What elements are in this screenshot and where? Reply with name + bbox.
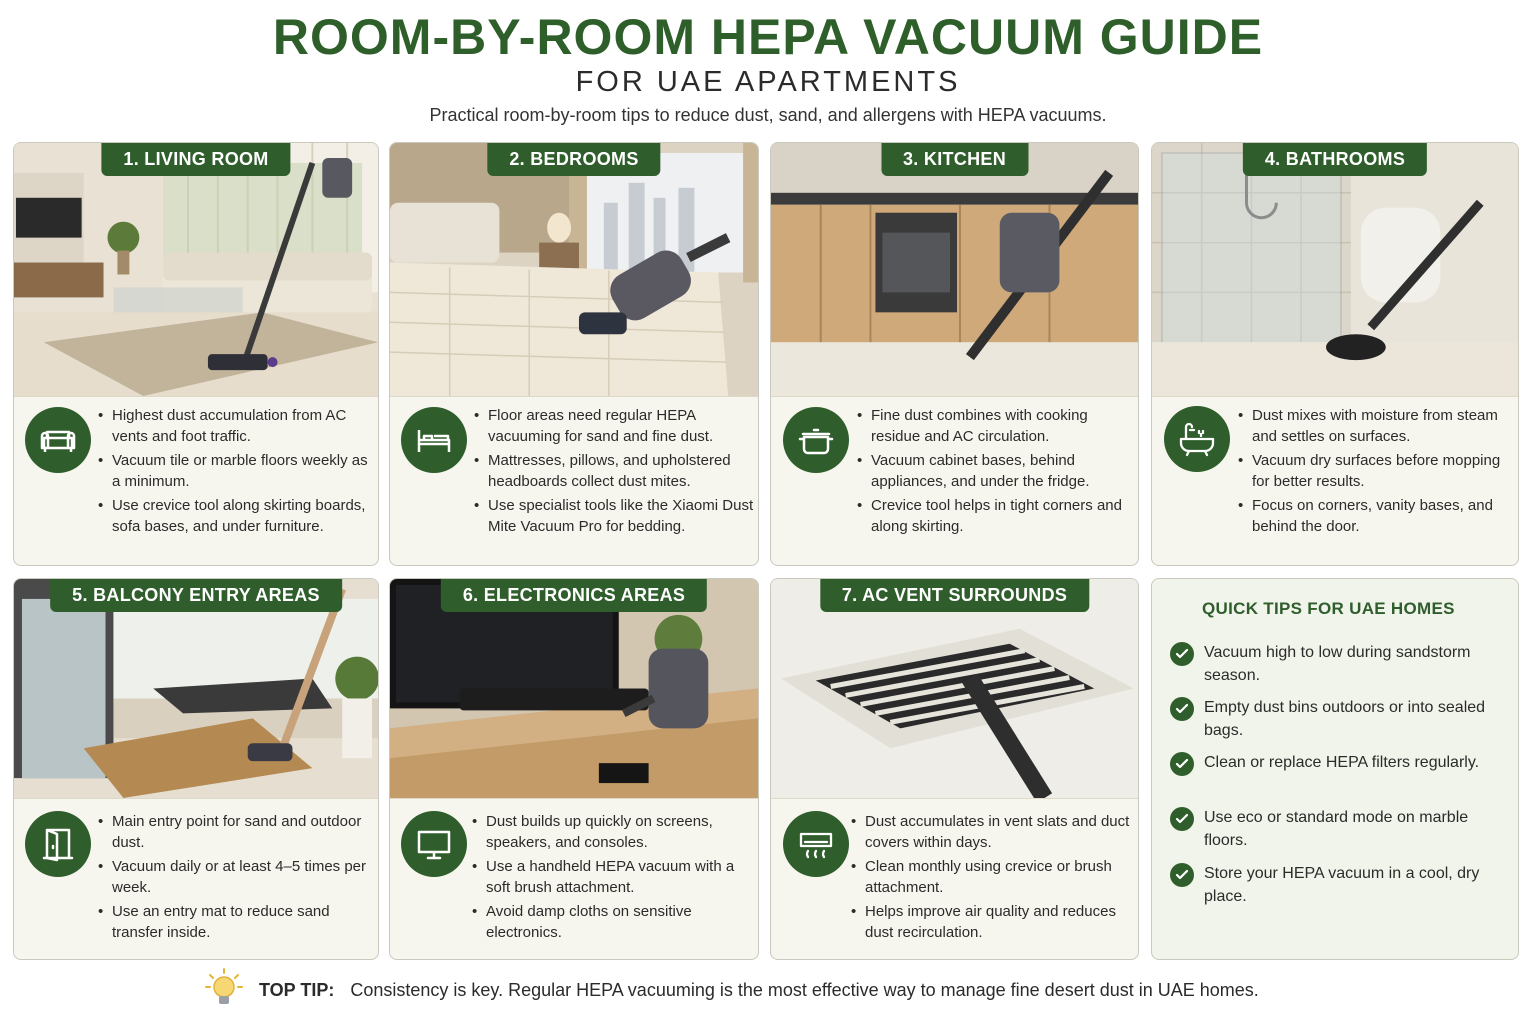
check-icon xyxy=(1170,807,1194,831)
quick-tip-item xyxy=(1170,696,1490,742)
bullet-item: • Floor areas need regular HEPA vacuuming for sand and fine dust. xyxy=(474,405,754,447)
door-icon xyxy=(25,811,91,877)
room-card-living-room xyxy=(13,142,379,566)
check-icon xyxy=(1170,752,1194,776)
room-card-kitchen xyxy=(770,142,1139,566)
bed-icon xyxy=(401,407,467,473)
quick-tip-text: Clean or replace HEPA filters regularly. xyxy=(1204,754,1480,771)
quick-tip-item xyxy=(1170,751,1490,776)
quick-tip-item xyxy=(1170,806,1490,852)
page-title: ROOM-BY-ROOM HEPA VACUUM GUIDE xyxy=(272,9,1264,65)
ac-vent-photo xyxy=(771,579,1138,799)
quick-tip-text: Use eco or standard mode on marble floors. xyxy=(1204,809,1469,849)
page-subtitle: FOR UAE APARTMENTS xyxy=(575,66,961,98)
room-card-electronics xyxy=(389,578,759,960)
room-card-ac-vent xyxy=(770,578,1139,960)
living-room-photo xyxy=(14,143,378,397)
quick-tip-text: Empty dust bins outdoors or into sealed bags. xyxy=(1204,699,1486,739)
bullet-item: • Use a handheld HEPA vacuum with a soft brush attachment. xyxy=(472,856,754,898)
bullet-item: • Vacuum dry surfaces before mopping for better results. xyxy=(1238,450,1513,492)
bullet-item: • Fine dust combines with cooking residue and AC circulation. xyxy=(857,405,1133,447)
sofa-icon xyxy=(25,407,91,473)
bullet-item: • Avoid damp cloths on sensitive electronics. xyxy=(472,901,754,943)
quick-tips-panel xyxy=(1151,578,1519,960)
bullet-item: • Vacuum cabinet bases, behind appliances, and under the fridge. xyxy=(857,450,1133,492)
check-icon xyxy=(1170,697,1194,721)
check-icon xyxy=(1170,642,1194,666)
check-icon xyxy=(1170,863,1194,887)
room-label: 7. AC VENT SURROUNDS xyxy=(820,579,1089,612)
bullet-item: • Focus on corners, vanity bases, and behind the door. xyxy=(1238,495,1513,537)
bullet-item: • Dust builds up quickly on screens, speakers, and consoles. xyxy=(472,811,754,853)
bullet-item: • Use an entry mat to reduce sand transfer inside. xyxy=(98,901,368,943)
air-conditioner-icon xyxy=(783,811,849,877)
top-tip-label: TOP TIP: xyxy=(259,979,335,1000)
bathtub-icon xyxy=(1164,406,1230,472)
room-card-bathrooms xyxy=(1151,142,1519,566)
bullet-item: • Helps improve air quality and reduces dust recirculation. xyxy=(851,901,1134,943)
cooking-pot-icon xyxy=(783,407,849,473)
room-card-bedrooms xyxy=(389,142,759,566)
electronics-photo xyxy=(390,579,758,799)
bullet-item: • Use crevice tool along skirting boards, sofa bases, and under furniture. xyxy=(98,495,368,537)
bullet-item: • Crevice tool helps in tight corners and along skirting. xyxy=(857,495,1133,537)
bullet-item: • Vacuum tile or marble floors weekly as a minimum. xyxy=(98,450,368,492)
kitchen-photo xyxy=(771,143,1138,397)
intro-text: Practical room-by-room tips to reduce dust, sand, and allergens with HEPA vacuums. xyxy=(429,105,1107,125)
bedroom-photo xyxy=(390,143,758,397)
bullet-item: • Clean monthly using crevice or brush attachment. xyxy=(851,856,1134,898)
room-label: 2. BEDROOMS xyxy=(487,143,660,176)
quick-tip-text: Store your HEPA vacuum in a cool, dry place. xyxy=(1204,865,1480,905)
bullet-item: • Use specialist tools like the Xiaomi Dust Mite Vacuum Pro for bedding. xyxy=(474,495,754,537)
bullet-item: • Dust accumulates in vent slats and duct covers within days. xyxy=(851,811,1134,853)
room-label: 3. KITCHEN xyxy=(881,143,1028,176)
bullet-item: • Mattresses, pillows, and upholstered headboards collect dust mites. xyxy=(474,450,754,492)
room-label: 6. ELECTRONICS AREAS xyxy=(441,579,707,612)
balcony-entry-photo xyxy=(14,579,378,799)
lightbulb-icon xyxy=(205,968,243,1013)
monitor-icon xyxy=(401,811,467,877)
top-tip-text: Consistency is key. Regular HEPA vacuuming is the most effective way to manage fine desert dust in UAE homes. xyxy=(350,979,1259,1000)
bullet-item: • Vacuum daily or at least 4–5 times per week. xyxy=(98,856,368,898)
bullet-item: • Main entry point for sand and outdoor dust. xyxy=(98,811,368,853)
top-tip-banner xyxy=(205,970,1259,1010)
quick-tips-title: QUICK TIPS FOR UAE HOMES xyxy=(1202,599,1455,618)
quick-tip-item xyxy=(1170,641,1490,687)
room-card-balcony-entry xyxy=(13,578,379,960)
room-label: 4. BATHROOMS xyxy=(1243,143,1427,176)
bathroom-photo xyxy=(1152,143,1518,397)
quick-tip-item xyxy=(1170,862,1490,908)
room-label: 1. LIVING ROOM xyxy=(101,143,290,176)
quick-tip-text: Vacuum high to low during sandstorm season. xyxy=(1204,644,1471,684)
bullet-item: • Highest dust accumulation from AC vents and foot traffic. xyxy=(98,405,368,447)
room-label: 5. BALCONY ENTRY AREAS xyxy=(50,579,342,612)
bullet-item: • Dust mixes with moisture from steam and settles on surfaces. xyxy=(1238,405,1513,447)
